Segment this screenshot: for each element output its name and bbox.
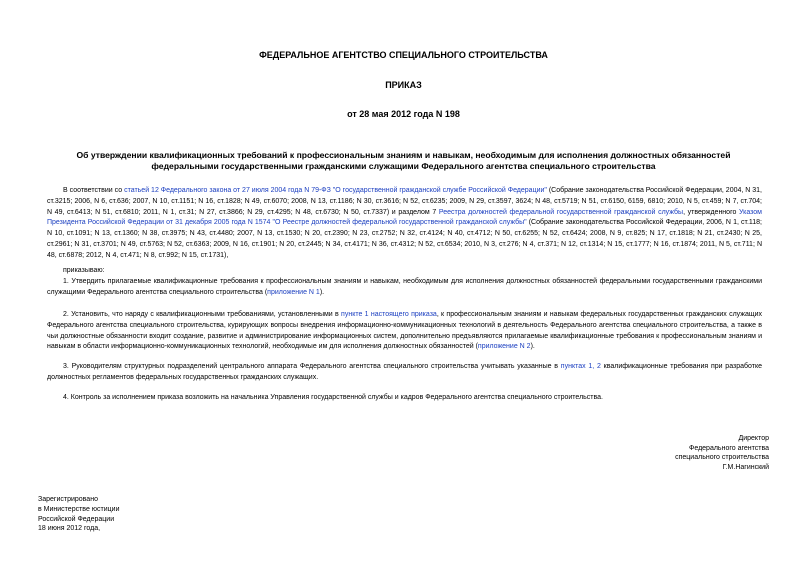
registration-line-3: Российской Федерации — [38, 515, 115, 523]
signature-line-3: специального строительства — [675, 454, 769, 462]
signature-line-2: Федерального агентства — [689, 444, 769, 452]
registry-link[interactable]: Реестра должностей федеральной государственной гражданской службы — [438, 208, 684, 216]
item-3-text-b: квалификационные требования при разработке должностных регламентов федеральных государственных гражданских служащих. — [47, 363, 762, 381]
item-4-paragraph: 4. Контроль за исполнением приказа возложить на начальника Управления государственной службы и кадров Федерального агентства специального строительства. — [63, 394, 603, 401]
item-2-text-b: , к профессиональным знаниям и навыкам федеральных государственных гражданских служащих Федерального агентства специального строительства, курирующих вопросы внедрения информационно-коммуникационных технологий в деятельность Федерального агентства специального строительства, а также в чьи должностные обязанности входит создание, развитие и администрирование информационных систем, дополнительно предъявляются прилагаемые квалификационные требования к профессиональным знаниям и навыкам в области информационно-коммуникационных технологий, необходимые им для исполнения должностных обязанностей ( — [47, 311, 763, 351]
order-word: приказываю: — [63, 267, 105, 274]
item-2-paragraph — [47, 310, 762, 353]
registration-line-2: в Министерстве юстиции — [38, 505, 120, 513]
appendix-2-link[interactable]: приложение N 2 — [477, 343, 531, 351]
item-1-paragraph — [47, 277, 762, 299]
title-line-1: Об утверждении квалификационных требований к профессиональным знаниям и навыкам, необходимым для исполнения должностных обязанностей — [76, 150, 731, 160]
preamble-text-3: , утвержденного — [683, 208, 739, 216]
item-3-text-a: 3. Руководителям структурных подразделений центрального аппарата Федерального агентства специального строительства учитывать указанные в — [63, 363, 561, 370]
registration-line-1: Зарегистрировано — [38, 496, 98, 503]
preamble-text-1: В соответствии со — [63, 187, 125, 194]
agency-name: ФЕДЕРАЛЬНОЕ АГЕНТСТВО СПЕЦИАЛЬНОГО СТРОИТЕЛЬСТВА — [259, 50, 548, 60]
title-line-2: федеральными государственными гражданскими служащими Федерального агентства специального строительства — [151, 161, 656, 171]
document-type: ПРИКАЗ — [385, 80, 422, 90]
clauses-1-2-link[interactable]: пунктах 1, 2 — [560, 363, 601, 370]
preamble-paragraph — [47, 186, 762, 262]
order-date-number: от 28 мая 2012 года N 198 — [347, 109, 460, 119]
item-3-paragraph — [47, 362, 762, 384]
item-1-end: ). — [319, 288, 325, 296]
appendix-1-link[interactable]: приложение N 1 — [267, 288, 320, 296]
item-2-text-a: 2. Установить, что наряду с квалификационными требованиями, установленными в — [63, 311, 342, 318]
signature-name: Г.М.Нагинский — [722, 463, 769, 471]
clause-1-link[interactable]: пункте 1 настоящего приказа — [341, 311, 437, 318]
decree-1574-link[interactable]: Указом Президента Российской Федерации от 31 декабря 2005 года N 1574 "О Реестре должностей федеральной государственной гражданской службы" — [47, 208, 762, 227]
item-2-end: ). — [530, 343, 535, 351]
law-79fz-link[interactable]: статьей 12 Федерального закона от 27 июля 2004 года N 79-ФЗ "О государственной гражданской службе Российской Федерации" — [124, 187, 547, 194]
item-1-text: 1. Утвердить прилагаемые квалификационные требования к профессиональным знаниям и навыкам, необходимым для исполнения должностных обязанностей федеральными государственными гражданскими служащими Федерального агентства специального строительства ( — [47, 278, 762, 296]
registration-date: 18 июня 2012 года, — [38, 525, 101, 533]
preamble-text-4: (Собрание законодательства Российской Федерации, 2006, N 1, ст.118; N 10, ст.1091; N 13, ст.1360; N 38, ст.3975; N 43, ст.4480; 2007, N 13, ст.1530; N 20, ст.2390; N 23, ст.2752; N 32, ст.4124; N 40, ст.4712; N 50, ст.6255; N 52, ст.6424; 2008, N 9, ст.825; N 17, ст.1818; N 21, ст.2430; N 25, ст.2961; N 31, ст.3701; N 49, ст.5763; N 52, ст.6363; 2009, N 16, ст.1901; N 20, ст.2445; N 34, ст.4171; N 36, ст.4312; N 52, ст.6534; 2010, N 3, ст.276; N 4, ст.371; N 12, ст.1314; N 15, ст.1777; N 16, ст.1874; 2011, N 5, ст.711; N 48, ст.6878; 2012, N 4, ст.471; N 8, ст.992; N 15, ст.1731), — [47, 219, 762, 259]
signature-line-1: Директор — [738, 435, 769, 442]
registration-block — [38, 495, 119, 534]
preamble-text-2: (Собрание законодательства Российской Федерации, 2004, N 31, ст.3215; 2006, N 6, ст.636; 2007, N 10, ст.1151; N 16, ст.1828; N 49, ст.6070; 2008, N 13, ст.1186; N 30, ст.3616; N 52, ст.6235; 2009, N 29, ст.3597, 3624; N 48, ст.5719; N 51, ст.6150, 6159, 6810; 2010, N 5, ст.459; N 7, ст.704; N 49, ст.6413; N 51, ст.6810; 2011, N 1, ст.31; N 27, ст.3866; N 29, ст.4295; N 48, ст.6730; N 50, ст.7337) и разделом 7 — [47, 187, 762, 216]
signature-block — [675, 434, 769, 472]
document-title — [40, 150, 767, 172]
